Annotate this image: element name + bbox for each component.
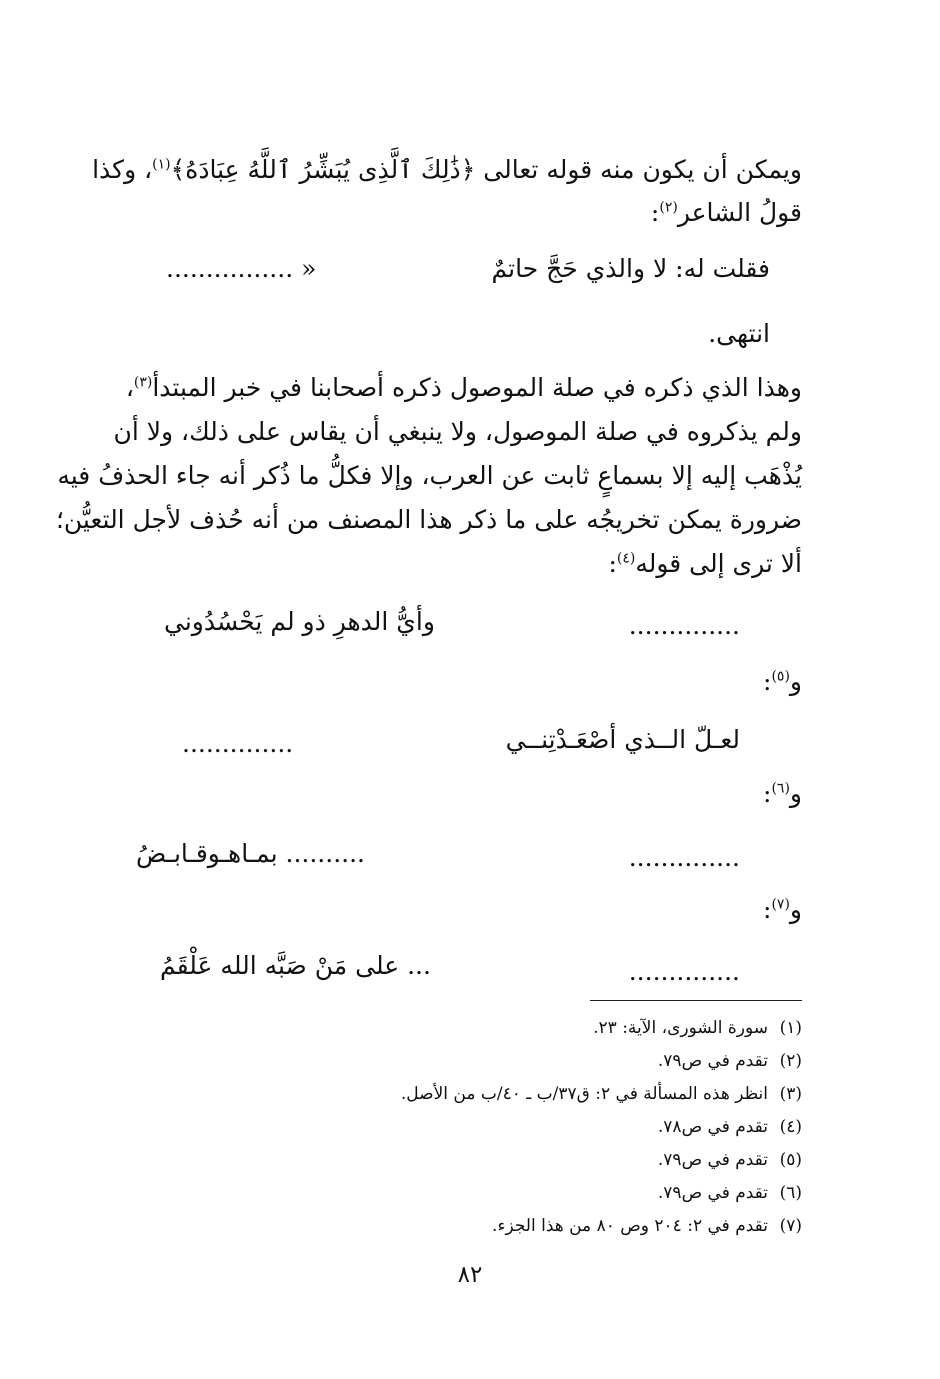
verse-hemistich-left: ................ »	[166, 254, 317, 283]
footnote-ref: (٦)	[771, 780, 790, 797]
footnote-number: (٣)	[779, 1084, 802, 1104]
text-segment: :	[763, 667, 772, 696]
footnote-number: (٧)	[779, 1216, 802, 1236]
footnote-text: تقدم في ص٧٩.	[657, 1183, 768, 1203]
text-line: يُذْهَب إليه إلا بسماعٍ ثابت عن العرب، وإلا فكلُّ ما ذُكر أنه جاء الحذفُ فيه	[57, 461, 802, 490]
page-number: ٨٢	[457, 1262, 483, 1288]
text-segment: :	[608, 549, 617, 578]
text-line	[136, 660, 802, 704]
footnote-text: تقدم في ص٧٩.	[657, 1051, 768, 1071]
footnote	[136, 1045, 802, 1078]
text-line	[136, 888, 802, 932]
footnote	[136, 1177, 802, 1210]
footnote	[136, 1144, 802, 1177]
text-segment: ألا ترى إلى قوله	[635, 549, 802, 578]
footnote	[136, 1078, 802, 1111]
footnote	[136, 1012, 802, 1045]
footnote-number: (٤)	[779, 1117, 802, 1137]
text-segment: :	[650, 198, 660, 227]
verse-hemistich-left: ..............	[182, 729, 294, 758]
footnote-number: (٥)	[779, 1150, 802, 1170]
verse-hemistich-left: ... على مَنْ صَبَّه الله عَلْقَمُ	[160, 951, 431, 980]
text-segment: ،	[125, 373, 134, 402]
footnote-number: (٦)	[779, 1183, 802, 1203]
footnote-text: تقدم في ص٧٨.	[657, 1117, 768, 1137]
text-line: ولم يذكروه في صلة الموصول، ولا ينبغي أن يقاس على ذلك، ولا أن	[113, 417, 802, 446]
footnote-ref: (٧)	[771, 896, 790, 913]
verse-hemistich-right: لعـلّ الــذي أصْعَـدْتِنــي	[505, 725, 740, 754]
footnote-ref: (٣)	[133, 374, 153, 391]
text-line: انتهى.	[708, 319, 770, 348]
footnote	[136, 1210, 802, 1243]
footnote-ref: (١)	[152, 156, 171, 173]
verse-hemistich-right: ..............	[628, 843, 740, 872]
footnote-ref: (٥)	[771, 668, 790, 685]
footnote-text: سورة الشورى، الآية: ٢٣.	[593, 1018, 768, 1038]
verse-hemistich-right: فقلت له: لا والذي حَجَّ حاتمٌ	[491, 254, 770, 283]
text-segment: :	[763, 895, 772, 924]
text-segment: و	[789, 667, 802, 696]
text-line	[125, 366, 802, 410]
footnote-ref: (٢)	[659, 199, 678, 216]
text-segment: وهذا الذي ذكره في صلة الموصول ذكره أصحابنا في خبر المبتدأ	[152, 373, 802, 402]
footnote-number: (١)	[779, 1018, 802, 1038]
verse-hemistich-right: ..............	[628, 957, 740, 986]
footnote	[136, 1111, 802, 1144]
verse-hemistich-left: .......... بمـاهـوقـابـضُ	[136, 839, 365, 868]
text-line: ضرورة يمكن تخريجُه على ما ذكر هذا المصنف من أنه حُذف لأجل التعيُّن؛	[55, 505, 802, 534]
text-segment: ويمكن أن يكون منه قوله تعالى ﴿ذَٰلِكَ ٱلَّذِى يُبَشِّرُ ٱللَّهُ عِبَادَهُ﴾	[170, 155, 802, 184]
text-segment: ، وكذا	[92, 155, 153, 184]
text-segment: و	[789, 895, 802, 924]
text-line	[136, 191, 802, 235]
text-segment: قولُ الشاعر	[677, 198, 802, 227]
footnote-number: (٢)	[779, 1051, 802, 1071]
text-line	[136, 542, 802, 586]
text-line	[136, 772, 802, 816]
verse-hemistich-left: وأيُّ الدهرِ ذو لم يَحْسُدُوني	[164, 607, 435, 636]
text-segment: و	[789, 779, 802, 808]
text-line	[92, 148, 802, 192]
footnote-text: تقدم في ٢: ٢٠٤ وص ٨٠ من هذا الجزء.	[492, 1216, 768, 1236]
footnote-separator	[590, 1000, 802, 1001]
footnote-text: انظر هذه المسألة في ٢: ق٣٧/ب ـ ٤٠/ب من الأصل.	[400, 1084, 768, 1104]
footnote-ref: (٤)	[616, 550, 636, 567]
footnote-text: تقدم في ص٧٩.	[657, 1150, 768, 1170]
verse-hemistich-right: ..............	[628, 611, 740, 640]
text-segment: :	[763, 779, 772, 808]
